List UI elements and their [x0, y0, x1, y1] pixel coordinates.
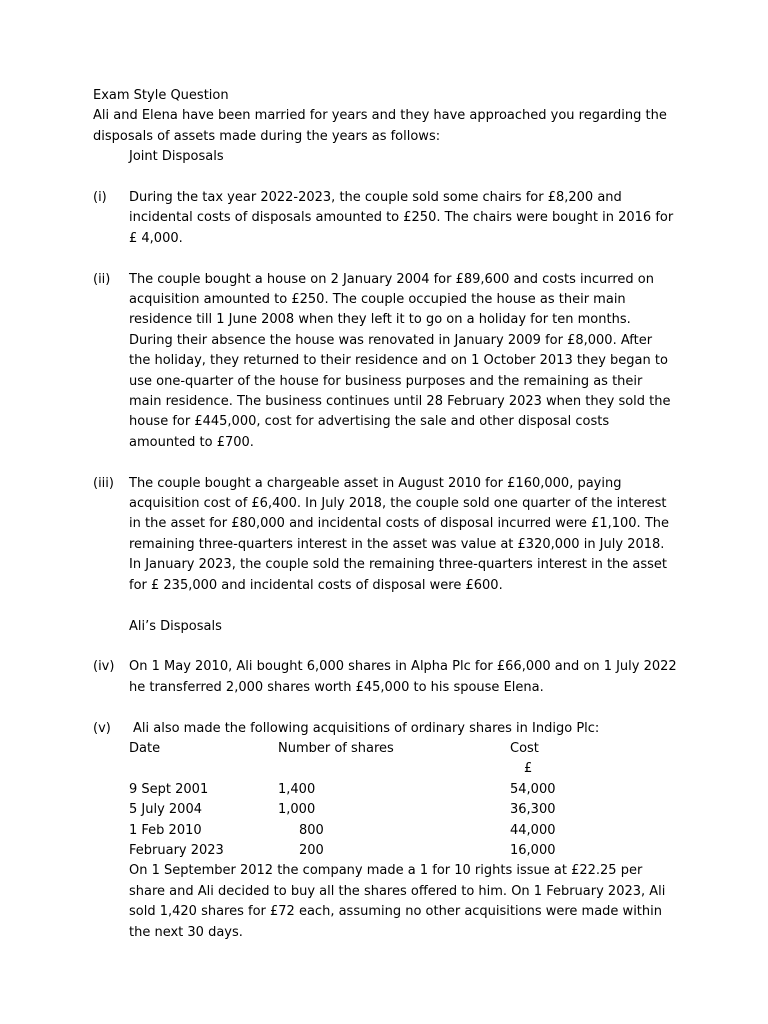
document-title: Exam Style Question — [93, 88, 229, 103]
table-cell-shares: 1,000 — [278, 802, 316, 818]
question-iv — [93, 657, 681, 698]
table-cell-cost: 36,300 — [510, 802, 556, 818]
table-cell-cost: 54,000 — [510, 781, 556, 797]
joint-disposals-heading: Joint Disposals — [129, 149, 224, 165]
question-ii — [93, 270, 681, 454]
question-number: (i) — [93, 190, 107, 206]
table-header-shares: Number of shares — [278, 740, 394, 756]
ali-disposals-heading: Ali’s Disposals — [129, 618, 222, 634]
question-number: (ii) — [93, 271, 111, 287]
table-cell-shares: 200 — [299, 842, 324, 858]
table-cell-date: 1 Feb 2010 — [129, 822, 202, 838]
table-cell-cost: 44,000 — [510, 822, 556, 838]
question-text: The couple bought a house on 2 January 2004 for £89,600 and costs incurred on acquisition amounted to £250. The couple occupied the house as their main residence till 1 June 2008 when they left it to go on a holiday for ten months. During their absence the house was renovated in January 2009 for £8,000. After the holiday, they returned to their residence and on 1 October 2013 they began to use one-quarter of the house for business purposes and the remaining as their main residence. The business continues until 28 February 2023 when they sold the house for £445,000, cost for advertising the sale and other disposal costs amounted to £700. — [129, 271, 671, 450]
table-cell-shares: 1,400 — [278, 781, 316, 797]
table-cell-date: 5 July 2004 — [129, 802, 202, 818]
question-text: Ali also made the following acquisitions of ordinary shares in Indigo Plc: — [133, 720, 600, 736]
intro-paragraph: Ali and Elena have been married for years and they have approached you regarding the disposals of assets made during the years as follows: — [93, 108, 667, 144]
question-number: (iv) — [93, 659, 115, 675]
question-text: The couple bought a chargeable asset in August 2010 for £160,000, paying acquisition cost of £6,400. In July 2018, the couple sold one quarter of the interest in the asset for £80,000 and incidental costs of disposal incurred were £1,100. The remaining three-quarters interest in the asset was value at £320,000 in July 2018. In January 2023, the couple sold the remaining three-quarters interest in the asset for £ 235,000 and incidental costs of disposal were £600. — [129, 475, 669, 593]
question-iii — [93, 474, 681, 596]
table-header-date: Date — [129, 740, 161, 756]
question-text: During the tax year 2022-2023, the couple sold some chairs for £8,200 and incidental costs of disposals amounted to £250. The chairs were bought in 2016 for £ 4,000. — [129, 190, 674, 246]
question-v — [93, 719, 681, 943]
table-header-cost: Cost — [510, 740, 539, 756]
document-page — [93, 86, 681, 943]
table-cell-cost: 16,000 — [510, 842, 556, 858]
share-acquisitions-table — [129, 739, 677, 861]
question-text: On 1 May 2010, Ali bought 6,000 shares in Alpha Plc for £66,000 and on 1 July 2022 he transferred 2,000 shares worth £45,000 to his spouse Elena. — [129, 659, 677, 695]
question-i — [93, 188, 681, 249]
question-number: (iii) — [93, 475, 114, 491]
table-cell-date: February 2023 — [129, 842, 224, 858]
question-text-continued: On 1 September 2012 the company made a 1 for 10 rights issue at £22.25 per share and Ali decided to buy all the shares offered to him. On 1 February 2023, Ali sold 1,420 shares for £72 each, assuming no other acquisitions were made within the next 30 days. — [129, 863, 666, 940]
table-cell-shares: 800 — [299, 822, 324, 838]
cost-unit: £ — [524, 761, 533, 777]
question-number: (v) — [93, 720, 111, 736]
table-cell-date: 9 Sept 2001 — [129, 781, 209, 797]
